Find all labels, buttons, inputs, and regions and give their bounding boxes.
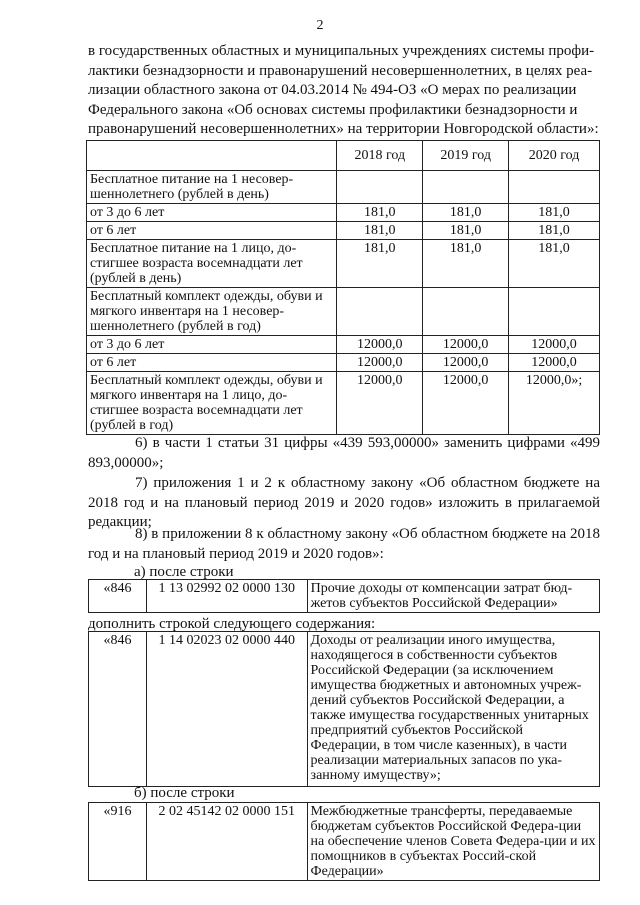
income-row-b-table [88, 802, 600, 881]
table-cell [337, 171, 423, 204]
table-cell: от 6 лет [87, 222, 337, 240]
table-cell: от 3 до 6 лет [87, 336, 337, 354]
table-cell: 12000,0»; [509, 372, 600, 435]
table-cell: от 6 лет [87, 354, 337, 372]
table-cell: 181,0 [337, 240, 423, 288]
table-cell: 181,0 [509, 222, 600, 240]
table-row [87, 222, 600, 240]
income-kbk: 2 02 45142 02 0000 151 [146, 803, 307, 881]
supplement-label: дополнить строкой следующего содержания: [88, 616, 376, 632]
income-description: Межбюджетные трансферты, передаваемые бюджетам субъектов Российской Федера-ции на обеспечение членов Совета Федера-ции и их помощников в субъектах Россий-ской Федерации» [307, 803, 599, 881]
item-7: 7) приложения 1 и 2 к областному закону «Об областном бюджете на 2018 год и на плановый период 2019 и 2020 годов» изложить в прилагаемой редакции; [88, 475, 600, 530]
intro-line: правонарушений несовершеннолетних» на территории Новгородской области»: [88, 121, 599, 137]
table-header: 2018 год [337, 141, 423, 171]
intro-line: Федерального закона «Об основах системы профилактики безнадзорности и [88, 101, 578, 118]
table-cell: 181,0 [423, 240, 509, 288]
table-row [87, 240, 600, 288]
table-header [87, 141, 337, 171]
table-cell [337, 288, 423, 336]
table-row [89, 580, 600, 613]
income-code: «916 [89, 803, 147, 881]
table-cell [509, 288, 600, 336]
intro-line: лизации областного закона от 04.03.2014 № 494-ОЗ «О мерах по реализации [88, 82, 577, 98]
table-cell: 181,0 [423, 204, 509, 222]
table-cell: 181,0 [423, 222, 509, 240]
table-cell: Бесплатный комплект одежды, обуви и мягкого инвентаря на 1 несовер-шеннолетнего (рублей в год) [87, 288, 337, 336]
subitem-b: б) после строки [134, 785, 235, 801]
table-cell: 12000,0 [337, 336, 423, 354]
table-row [89, 803, 600, 881]
item-8: 8) в приложении 8 к областному закону «Об областном бюджете на 2018 год и на плановый период 2019 и 2020 годов»: [88, 526, 600, 562]
intro-line: лактики безнадзорности и правонарушений несовершеннолетних, в целях реа- [88, 62, 593, 79]
income-description: Доходы от реализации иного имущества, находящегося в собственности субъектов Российской Федерации (за исключением имущества бюджетных и автономных учреж-дений субъектов Российской Федерации, а также имущества государственных унитарных предприятий субъектов Российской Федерации, в том числе казенных), в части реализации материальных запасов по ука-занному имуществу»; [307, 632, 599, 787]
table-cell: 12000,0 [509, 336, 600, 354]
page-number: 2 [316, 18, 324, 33]
table-row [87, 372, 600, 435]
table-cell: 181,0 [337, 204, 423, 222]
income-row-a-table [88, 579, 600, 613]
table-cell: 181,0 [337, 222, 423, 240]
table-cell: 12000,0 [423, 372, 509, 435]
income-row-a-new-table [88, 631, 600, 787]
table-cell: 181,0 [509, 240, 600, 288]
table-header: 2019 год [423, 141, 509, 171]
table-cell: Бесплатный комплект одежды, обуви и мягкого инвентаря на 1 лицо, до-стигшее возраста восемнадцати лет (рублей в год) [87, 372, 337, 435]
income-code: «846 [89, 580, 147, 613]
table-cell: 12000,0 [423, 354, 509, 372]
table-row [87, 171, 600, 204]
income-kbk: 1 13 02992 02 0000 130 [146, 580, 307, 613]
table-cell: 12000,0 [337, 354, 423, 372]
intro-paragraph [88, 42, 600, 140]
income-kbk: 1 14 02023 02 0000 440 [146, 632, 307, 787]
table-row [87, 336, 600, 354]
item-6: 6) в части 1 статьи 31 цифры «439 593,00000» заменить цифрами «499 893,00000»; [88, 435, 600, 471]
table-cell: 12000,0 [423, 336, 509, 354]
table-row [87, 288, 600, 336]
table-cell [423, 288, 509, 336]
table-cell: 12000,0 [509, 354, 600, 372]
table-row [87, 204, 600, 222]
table-cell [509, 171, 600, 204]
income-code: «846 [89, 632, 147, 787]
table-cell [423, 171, 509, 204]
subitem-a: а) после строки [134, 564, 234, 580]
table-cell: Бесплатное питание на 1 несовер-шеннолетнего (рублей в день) [87, 171, 337, 204]
table-cell: Бесплатное питание на 1 лицо, до-стигшее возраста восемнадцати лет (рублей в день) [87, 240, 337, 288]
table-cell: 12000,0 [337, 372, 423, 435]
table-row [89, 632, 600, 787]
benefits-table [86, 140, 600, 435]
table-row [87, 354, 600, 372]
intro-line: в государственных областных и муниципальных учреждениях системы профи- [88, 43, 595, 59]
table-cell: 181,0 [509, 204, 600, 222]
income-description: Прочие доходы от компенсации затрат бюд-жетов субъектов Российской Федерации» [307, 580, 599, 613]
table-cell: от 3 до 6 лет [87, 204, 337, 222]
table-header: 2020 год [509, 141, 600, 171]
